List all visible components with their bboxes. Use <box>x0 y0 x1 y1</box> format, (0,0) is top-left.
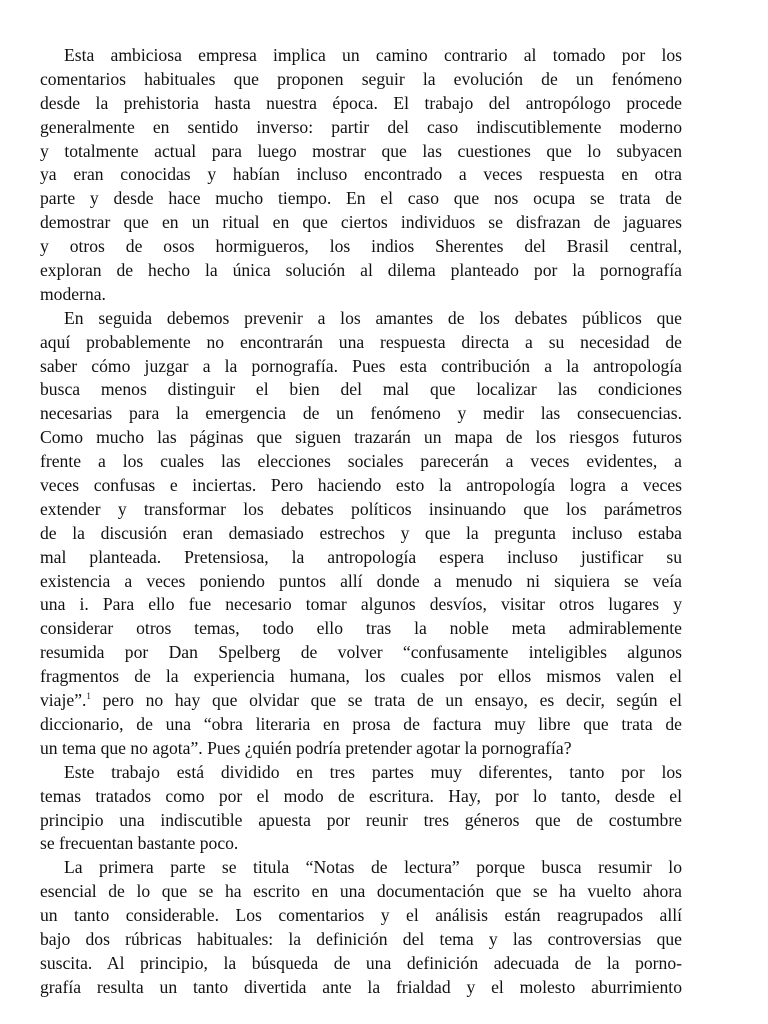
text-line: esencial de lo que se ha escrito en una documentación que se ha vuelto ahora <box>40 881 682 902</box>
paragraph-1 <box>40 44 682 307</box>
paragraph-2 <box>40 307 682 761</box>
text-line: principio una indiscutible apuesta por reunir tres géneros que de costumbre <box>40 809 682 830</box>
text-line: un tema que no agota”. Pues ¿quién podría pretender agotar la pornografía? <box>40 737 572 758</box>
text-line: busca menos distinguir el bien del mal que localizar las condiciones <box>40 379 682 400</box>
paragraph-4 <box>40 856 682 999</box>
text-line: desde la prehistoria hasta nuestra época. El trabajo del antropólogo procede <box>40 92 682 113</box>
text-line: moderna. <box>40 283 106 304</box>
text-line: extender y transformar los debates políticos insinuando que los parámetros <box>40 498 682 519</box>
text-line: frente a los cuales las elecciones sociales parecerán a veces evidentes, a <box>40 451 682 472</box>
text-line: considerar otros temas, todo ello tras la noble meta admirablemente <box>40 618 682 639</box>
text-line: Este trabajo está dividido en tres partes muy diferentes, tanto por los <box>64 761 682 782</box>
text-line: La primera parte se titula “Notas de lectura” porque busca resumir lo <box>64 857 682 878</box>
text-fragment: viaje”. <box>40 690 87 711</box>
text-line: comentarios habituales que proponen seguir la evolución de un fenómeno <box>40 68 682 89</box>
text-line: bajo dos rúbricas habituales: la definición del tema y las controversias que <box>40 928 682 949</box>
text-line: Esta ambiciosa empresa implica un camino contrario al tomado por los <box>64 45 682 65</box>
text-line: Como mucho las páginas que siguen trazarán un mapa de los riesgos futuros <box>40 427 682 448</box>
text-line: un tanto considerable. Los comentarios y el análisis están reagrupados allí <box>40 905 682 926</box>
text-line: exploran de hecho la única solución al dilema planteado por la pornografía <box>40 260 682 281</box>
text-line: se frecuentan bastante poco. <box>40 833 239 854</box>
text-fragment: pero no hay que olvidar que se trata de un ensayo, es decir, según el <box>90 690 682 711</box>
text-line <box>40 689 682 713</box>
text-line: demostrar que en un ritual en que ciertos individuos se disfrazan de jaguares <box>40 212 682 233</box>
footnote-ref[interactable]: 1 <box>86 691 91 702</box>
text-line: resumida por Dan Spelberg de volver “confusamente inteligibles algunos <box>40 642 682 663</box>
text-line: saber cómo juzgar a la pornografía. Pues esta contribución a la antropología <box>40 355 682 376</box>
text-line: aquí probablemente no encontrarán una respuesta directa a su necesidad de <box>40 331 682 352</box>
text-line: generalmente en sentido inverso: partir del caso indiscutiblemente moderno <box>40 116 682 137</box>
text-line: En seguida debemos prevenir a los amantes de los debates públicos que <box>64 307 682 328</box>
text-line: temas tratados como por el modo de escritura. Hay, por lo tanto, desde el <box>40 785 682 806</box>
paragraph-3 <box>40 761 682 857</box>
text-line: parte y desde hace mucho tiempo. En el caso que nos ocupa se trata de <box>40 188 682 209</box>
text-line: de la discusión eran demasiado estrechos y que la pregunta incluso estaba <box>40 522 682 543</box>
text-line: mal planteada. Pretensiosa, la antropología espera incluso justificar su <box>40 546 682 567</box>
text-line: grafía resulta un tanto divertida ante la frialdad y el molesto aburrimiento <box>40 976 682 997</box>
text-line: diccionario, de una “obra literaria en prosa de factura muy libre que trata de <box>40 713 682 734</box>
text-line: necesarias para la emergencia de un fenómeno y medir las consecuencias. <box>40 403 682 424</box>
text-line: ya eran conocidas y habían incluso encontrado a veces respuesta en otra <box>40 164 682 185</box>
text-line: existencia a veces poniendo puntos allí donde a menudo ni siquiera se veía <box>40 570 682 591</box>
document-page <box>40 44 682 1000</box>
text-line: suscita. Al principio, la búsqueda de una definición adecuada de la porno- <box>40 952 682 973</box>
text-line: veces confusas e inciertas. Pero haciendo esto la antropología logra a veces <box>40 475 682 496</box>
text-line: fragmentos de la experiencia humana, los cuales por ellos mismos valen el <box>40 666 682 687</box>
text-line: y otros de osos hormigueros, los indios Sherentes del Brasil central, <box>40 236 682 257</box>
text-line: una i. Para ello fue necesario tomar algunos desvíos, visitar otros lugares y <box>40 594 682 615</box>
text-line: y totalmente actual para luego mostrar que las cuestiones que lo subyacen <box>40 140 682 161</box>
